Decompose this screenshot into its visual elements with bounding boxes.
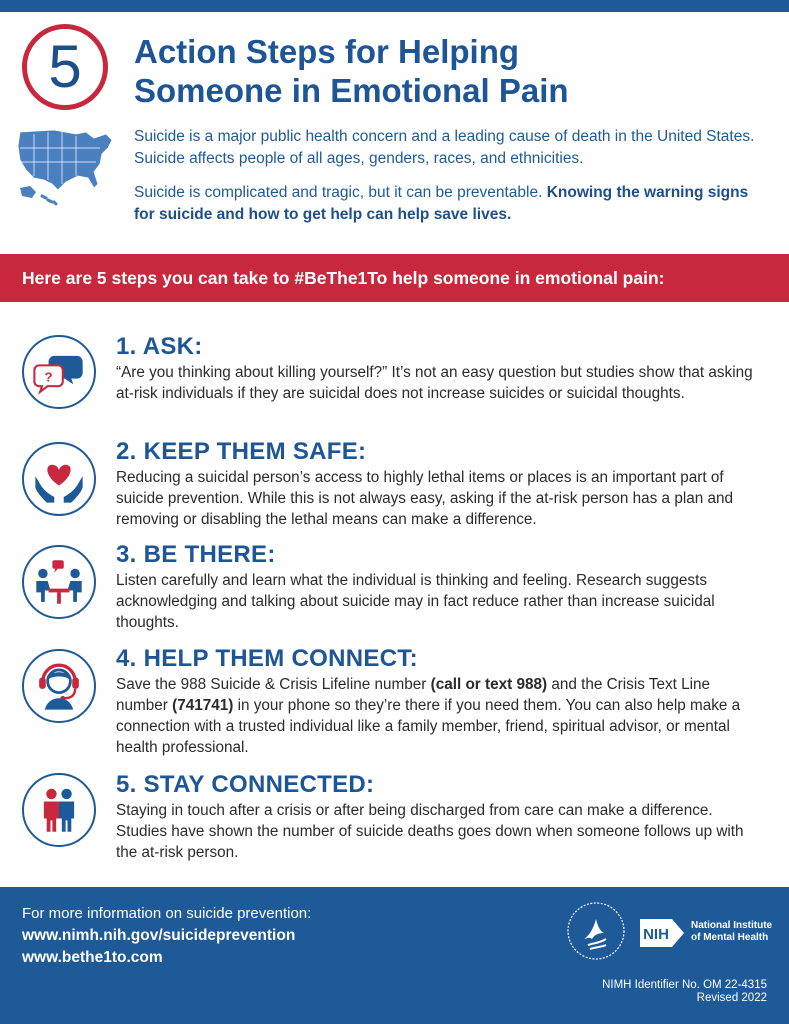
step-4-body-part-1: Save the 988 Suicide & Crisis Lifeline number	[116, 676, 431, 693]
step-1-body: “Are you thinking about killing yourself?” It’s not an easy question but studies show that asking at-risk individuals if they are suicidal does not increase suicides or suicidal thoughts.	[116, 364, 753, 402]
title-line-2: Someone in Emotional Pain	[134, 72, 569, 109]
nih-logo-icon	[638, 917, 686, 949]
two-people-talking-icon	[22, 545, 96, 619]
intro-paragraph-2-bold: Knowing the warning signs for suicide and how to get help can help save lives.	[134, 184, 749, 223]
step-4-body-bold-1: (call or text 988)	[430, 676, 548, 693]
steps-banner: Here are 5 steps you can take to #BeThe1To help someone in emotional pain:	[0, 254, 789, 302]
step-4-body-part-2: and the Crisis Text Line number	[116, 676, 711, 714]
nih-name-line-1: National Institute	[691, 920, 773, 931]
number-badge: 5	[22, 24, 108, 110]
nimh-identifier	[602, 979, 767, 1005]
nih-logo-text: NIH	[643, 926, 669, 943]
bethe1to-link[interactable]: www.bethe1to.com	[22, 949, 163, 966]
nih-institute-name	[691, 920, 772, 944]
step-2-body: Reducing a suicidal person’s access to highly lethal items or places is an important part of suicide prevention. While this is not always easy, asking if the at-risk person has a plan and removing or disabling the lethal means can make a difference.	[116, 469, 734, 528]
speech-bubbles-icon	[22, 335, 96, 409]
intro-paragraph-1: Suicide is a major public health concern and a leading cause of death in the United States. Suicide affects people of all ages, genders, races, and ethnicities.	[134, 128, 755, 167]
hhs-seal-icon	[564, 899, 628, 963]
footer	[0, 887, 789, 1024]
nih-name-line-2: of Mental Health	[691, 932, 769, 943]
headset-operator-icon	[22, 649, 96, 723]
step-3-body: Listen carefully and learn what the individual is thinking and feeling. Research suggests acknowledging and talking about suicide may in fact reduce rather than increase suicidal thoughts.	[116, 572, 715, 631]
intro-paragraph-2	[134, 182, 764, 226]
step-1-heading: 1. ASK:	[116, 333, 203, 360]
title-line-1: Action Steps for Helping	[134, 33, 520, 70]
step-5-body: Staying in touch after a crisis or after being discharged from care can make a difference. Studies have shown the number of suicide deaths goes down when someone follows up with the at-risk person.	[116, 802, 744, 861]
footer-info	[22, 903, 311, 969]
step-3-heading: 3. BE THERE:	[116, 541, 276, 568]
step-4-heading: 4. HELP THEM CONNECT:	[116, 645, 418, 672]
nimh-suicide-prevention-link[interactable]: www.nimh.nih.gov/suicideprevention	[22, 927, 296, 944]
page-title	[134, 32, 754, 110]
step-4-body	[116, 674, 766, 758]
identifier-number: NIMH Identifier No. OM 22-4315	[602, 979, 767, 991]
us-map-icon	[14, 124, 122, 208]
intro-paragraph-2-text: Suicide is complicated and tragic, but it can be preventable.	[134, 184, 547, 201]
intro-section	[134, 126, 764, 226]
svg-text:?: ?	[44, 369, 53, 385]
step-2-heading: 2. KEEP THEM SAFE:	[116, 438, 367, 465]
two-people-icon	[22, 773, 96, 847]
heart-in-hands-icon	[22, 442, 96, 516]
top-bar	[0, 0, 789, 12]
footer-info-text: For more information on suicide prevention:	[22, 905, 312, 922]
step-4-body-bold-2: (741741)	[172, 697, 234, 714]
revised-date: Revised 2022	[696, 992, 767, 1004]
step-4-body-part-3: in your phone so they’re there if you need them. You can also help make a connection with a trusted individual like a family member, friend, spiritual advisor, or mental health professional.	[116, 697, 741, 756]
step-5-heading: 5. STAY CONNECTED:	[116, 771, 375, 798]
